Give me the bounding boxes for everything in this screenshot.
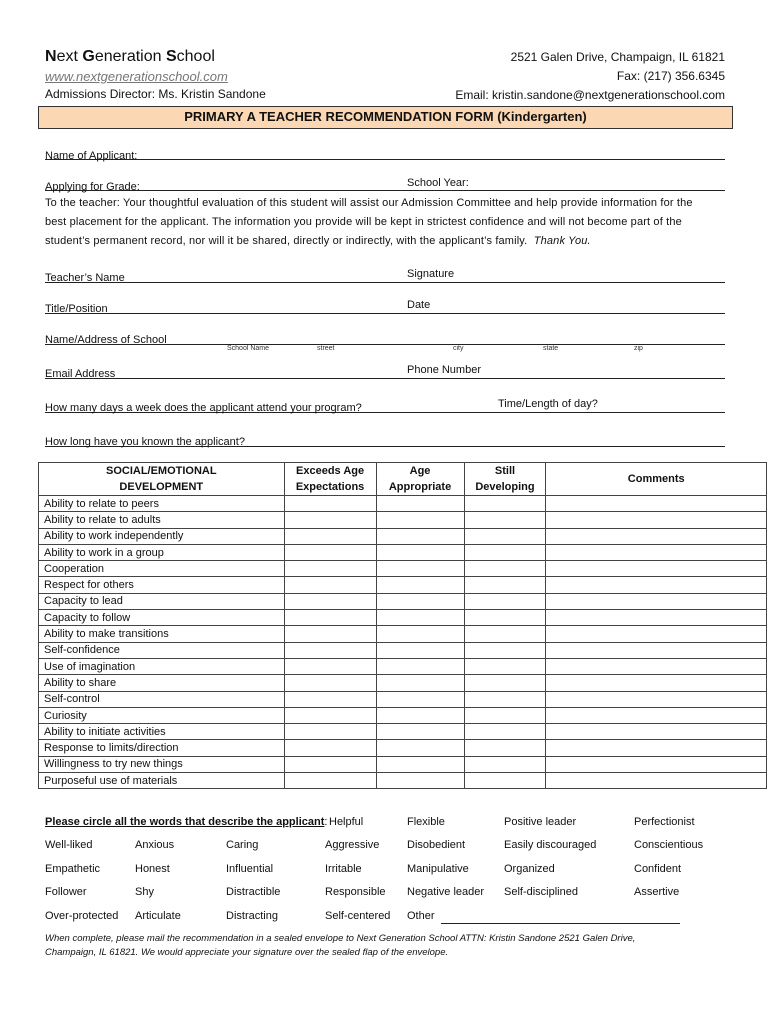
appropriate-cell[interactable] — [376, 675, 464, 691]
table-row — [39, 675, 767, 691]
trait-label: Respect for others — [39, 577, 285, 593]
appropriate-cell[interactable] — [376, 561, 464, 577]
trait-word[interactable]: Shy — [135, 886, 154, 898]
social-emotional-table — [38, 462, 767, 789]
developing-cell[interactable] — [464, 610, 546, 626]
developing-cell[interactable] — [464, 528, 546, 544]
form-title: PRIMARY A TEACHER RECOMMENDATION FORM (Kindergarten) — [38, 106, 733, 129]
appropriate-cell[interactable] — [376, 773, 464, 789]
sub-city: city — [453, 345, 464, 352]
trait-word[interactable]: Other — [407, 910, 435, 922]
exceeds-cell[interactable] — [284, 544, 376, 560]
table-row — [39, 593, 767, 609]
school-fax: Fax: (217) 356.6345 — [616, 69, 725, 83]
appropriate-cell[interactable] — [376, 740, 464, 756]
table-row — [39, 642, 767, 658]
exceeds-cell[interactable] — [284, 626, 376, 642]
comments-cell[interactable] — [546, 675, 767, 691]
col-header-development: SOCIAL/EMOTIONAL DEVELOPMENT — [39, 463, 285, 496]
developing-cell[interactable] — [464, 756, 546, 772]
table-row — [39, 707, 767, 723]
teacher-name-field[interactable] — [45, 268, 725, 283]
trait-word[interactable]: Responsible — [325, 886, 386, 898]
trait-word[interactable]: Negative leader — [407, 886, 485, 898]
exceeds-cell[interactable] — [284, 756, 376, 772]
trait-word[interactable]: Manipulative — [407, 863, 469, 875]
trait-word[interactable]: Articulate — [135, 910, 181, 922]
col-header-exceeds: Exceeds Age Expectations — [284, 463, 376, 496]
appropriate-cell[interactable] — [376, 756, 464, 772]
developing-cell[interactable] — [464, 691, 546, 707]
comments-cell[interactable] — [546, 577, 767, 593]
teacher-name-label: Teacher’s Name — [45, 272, 125, 284]
exceeds-cell[interactable] — [284, 496, 376, 512]
applicant-name-field[interactable] — [45, 146, 725, 160]
admissions-director: Admissions Director: Ms. Kristin Sandone — [45, 87, 266, 101]
table-row — [39, 577, 767, 593]
school-address: 2521 Galen Drive, Champaign, IL 61821 — [510, 50, 725, 64]
appropriate-cell[interactable] — [376, 544, 464, 560]
table-row — [39, 610, 767, 626]
comments-cell[interactable] — [546, 561, 767, 577]
trait-word[interactable]: Irritable — [325, 863, 362, 875]
exceeds-cell[interactable] — [284, 593, 376, 609]
trait-label: Ability to initiate activities — [39, 724, 285, 740]
exceeds-cell[interactable] — [284, 561, 376, 577]
trait-label: Cooperation — [39, 561, 285, 577]
developing-cell[interactable] — [464, 740, 546, 756]
appropriate-cell[interactable] — [376, 512, 464, 528]
known-duration-field[interactable] — [45, 432, 725, 447]
trait-word[interactable]: Influential — [226, 863, 274, 875]
comments-cell[interactable] — [546, 773, 767, 789]
appropriate-cell[interactable] — [376, 626, 464, 642]
exceeds-cell[interactable] — [284, 773, 376, 789]
exceeds-cell[interactable] — [284, 675, 376, 691]
comments-cell[interactable] — [546, 707, 767, 723]
trait-word[interactable]: Caring — [226, 839, 259, 851]
intro-paragraph: To the teacher: Your thoughtful evaluation of this student will assist our Admission Committee and help provide information for the best placement for the applicant. The information you provide will be kept in strictest confidence and will not become part of the student’s permanent record, nor will it be shared, directly or indirectly, with the applicant’s family. Thank You. — [45, 197, 693, 247]
school-website-link[interactable]: www.nextgenerationschool.com — [45, 69, 228, 84]
trait-word[interactable]: Perfectionist — [634, 816, 695, 828]
trait-label: Ability to work independently — [39, 528, 285, 544]
sub-zip: zip — [634, 345, 643, 352]
table-row — [39, 724, 767, 740]
sub-street: street — [317, 345, 335, 352]
trait-word[interactable]: Empathetic — [45, 863, 101, 875]
trait-word[interactable]: Self-centered — [325, 910, 391, 922]
how-long-label: How long have you known the applicant? — [45, 436, 245, 448]
developing-cell[interactable] — [464, 773, 546, 789]
trait-word[interactable]: Organized — [504, 863, 555, 875]
exceeds-cell[interactable] — [284, 512, 376, 528]
signature-label: Signature — [407, 268, 455, 280]
trait-word[interactable]: Positive leader — [504, 816, 577, 828]
comments-cell[interactable] — [546, 626, 767, 642]
trait-label: Capacity to lead — [39, 593, 285, 609]
comments-cell[interactable] — [546, 496, 767, 512]
comments-cell[interactable] — [546, 610, 767, 626]
grade-year-line — [45, 177, 725, 191]
comments-cell[interactable] — [546, 691, 767, 707]
trait-label: Ability to relate to peers — [39, 496, 285, 512]
appropriate-cell[interactable] — [376, 691, 464, 707]
trait-word[interactable]: Confident — [634, 863, 682, 875]
phone-number-label: Phone Number — [407, 364, 481, 376]
trait-label: Self-control — [39, 691, 285, 707]
table-row — [39, 561, 767, 577]
table-row — [39, 773, 767, 789]
exceeds-cell[interactable] — [284, 528, 376, 544]
table-row — [39, 691, 767, 707]
trait-word[interactable]: Anxious — [135, 839, 175, 851]
developing-cell[interactable] — [464, 512, 546, 528]
developing-cell[interactable] — [464, 642, 546, 658]
comments-cell[interactable] — [546, 756, 767, 772]
table-row — [39, 756, 767, 772]
comments-cell[interactable] — [546, 593, 767, 609]
exceeds-cell[interactable] — [284, 577, 376, 593]
title-position-label: Title/Position — [45, 303, 108, 315]
trait-label: Use of imagination — [39, 658, 285, 674]
developing-cell[interactable] — [464, 626, 546, 642]
table-header-row — [39, 463, 767, 496]
school-address-field[interactable] — [45, 330, 725, 345]
trait-word[interactable]: Conscientious — [634, 839, 704, 851]
exceeds-cell[interactable] — [284, 610, 376, 626]
table-row — [39, 496, 767, 512]
col-header-developing: Still Developing — [464, 463, 546, 496]
developing-cell[interactable] — [464, 561, 546, 577]
comments-cell[interactable] — [546, 544, 767, 560]
sub-state: state — [543, 345, 559, 352]
appropriate-cell[interactable] — [376, 724, 464, 740]
table-row — [39, 528, 767, 544]
attendance-field[interactable] — [45, 398, 725, 413]
days-week-label: How many days a week does the applicant attend your program? — [45, 402, 362, 414]
appropriate-cell[interactable] — [376, 610, 464, 626]
comments-cell[interactable] — [546, 740, 767, 756]
table-row — [39, 544, 767, 560]
developing-cell[interactable] — [464, 577, 546, 593]
email-address-label: Email Address — [45, 368, 116, 380]
comments-cell[interactable] — [546, 658, 767, 674]
trait-word[interactable]: Easily discouraged — [504, 839, 597, 851]
appropriate-cell[interactable] — [376, 528, 464, 544]
trait-label: Willingness to try new things — [39, 756, 285, 772]
other-trait-input[interactable] — [441, 910, 680, 924]
school-year-label: School Year: — [407, 177, 469, 189]
trait-label: Self-confidence — [39, 642, 285, 658]
trait-word[interactable]: Distractible — [226, 886, 281, 898]
exceeds-cell[interactable] — [284, 740, 376, 756]
trait-label: Capacity to follow — [39, 610, 285, 626]
trait-word[interactable]: Follower — [45, 886, 87, 898]
trait-label: Response to limits/direction — [39, 740, 285, 756]
sub-school-name: School Name — [227, 345, 270, 352]
trait-word[interactable]: Over-protected — [45, 910, 119, 922]
school-email: Email: kristin.sandone@nextgenerationschool.com — [455, 88, 725, 102]
appropriate-cell[interactable] — [376, 658, 464, 674]
comments-cell[interactable] — [546, 512, 767, 528]
trait-word[interactable]: Helpful — [329, 816, 364, 828]
comments-cell[interactable] — [546, 724, 767, 740]
appropriate-cell[interactable] — [376, 496, 464, 512]
trait-word[interactable]: Assertive — [634, 886, 680, 898]
trait-label: Ability to make transitions — [39, 626, 285, 642]
trait-word[interactable]: Disobedient — [407, 839, 466, 851]
comments-cell[interactable] — [546, 528, 767, 544]
developing-cell[interactable] — [464, 724, 546, 740]
trait-label: Ability to work in a group — [39, 544, 285, 560]
appropriate-cell[interactable] — [376, 577, 464, 593]
col-header-appropriate: Age Appropriate — [376, 463, 464, 496]
table-row — [39, 512, 767, 528]
developing-cell[interactable] — [464, 544, 546, 560]
mailing-instructions: When complete, please mail the recommendation in a sealed envelope to Next Generation School ATTN: Kristin Sandone 2521 Galen Drive, Champaign, IL 61821. We would appreciate your signature over the sealed flap of the envelope. — [45, 933, 636, 958]
trait-label: Ability to relate to adults — [39, 512, 285, 528]
developing-cell[interactable] — [464, 496, 546, 512]
table-row — [39, 658, 767, 674]
appropriate-cell[interactable] — [376, 642, 464, 658]
exceeds-cell[interactable] — [284, 724, 376, 740]
developing-cell[interactable] — [464, 593, 546, 609]
table-row — [39, 740, 767, 756]
col-header-comments: Comments — [546, 463, 767, 496]
trait-word[interactable]: Well-liked — [45, 839, 93, 851]
comments-cell[interactable] — [546, 642, 767, 658]
appropriate-cell[interactable] — [376, 593, 464, 609]
trait-word[interactable]: Honest — [135, 863, 170, 875]
school-name: Next Generation School — [45, 48, 215, 65]
trait-word[interactable]: Flexible — [407, 816, 445, 828]
appropriate-cell[interactable] — [376, 707, 464, 723]
table-row — [39, 626, 767, 642]
trait-label: Purposeful use of materials — [39, 773, 285, 789]
school-address-label: Name/Address of School — [45, 334, 167, 346]
title-position-field[interactable] — [45, 299, 725, 314]
trait-label: Curiosity — [39, 707, 285, 723]
trait-label: Ability to share — [39, 675, 285, 691]
email-phone-field[interactable] — [45, 364, 725, 379]
exceeds-cell[interactable] — [284, 707, 376, 723]
time-length-label: Time/Length of day? — [498, 398, 598, 410]
circle-prompt: Please circle all the words that describe the applicant: — [45, 816, 328, 828]
developing-cell[interactable] — [464, 658, 546, 674]
exceeds-cell[interactable] — [284, 642, 376, 658]
developing-cell[interactable] — [464, 707, 546, 723]
date-label: Date — [407, 299, 431, 311]
applying-grade-label: Applying for Grade: — [45, 181, 140, 193]
developing-cell[interactable] — [464, 675, 546, 691]
applicant-name-label: Name of Applicant: — [45, 150, 138, 162]
trait-word[interactable]: Aggressive — [325, 839, 380, 851]
exceeds-cell[interactable] — [284, 691, 376, 707]
trait-word[interactable]: Self-disciplined — [504, 886, 578, 898]
trait-word[interactable]: Distracting — [226, 910, 278, 922]
exceeds-cell[interactable] — [284, 658, 376, 674]
